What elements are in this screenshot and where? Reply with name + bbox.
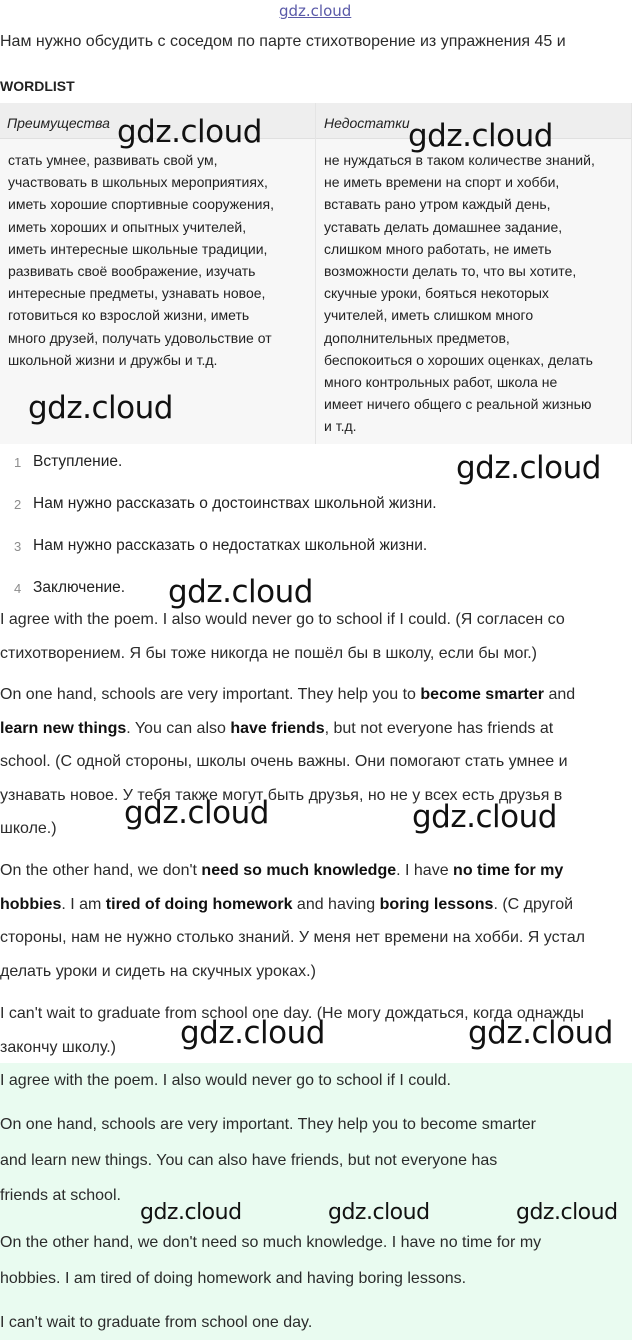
keyword: tired of doing homework — [105, 895, 293, 913]
watermark: gdz.cloud — [28, 390, 173, 426]
watermark: gdz.cloud — [117, 114, 262, 150]
advantages-list — [0, 139, 315, 371]
advantages-line: участвовать в школьных мероприятиях, — [8, 174, 268, 191]
watermark: gdz.cloud — [328, 1200, 430, 1225]
clean-line: and learn new things. You can also have friends, but not everyone has — [0, 1151, 498, 1169]
plan-number: 4 — [14, 580, 22, 596]
advantages-line: интересные предметы, узнавать новое, — [8, 285, 266, 302]
keyword: boring lessons — [379, 895, 494, 913]
answer-line: I agree with the poem. I also would never go to school if I could. (Я согласен со — [0, 611, 565, 628]
plan-number: 3 — [14, 538, 22, 554]
disadvantages-line: скучные уроки, бояться некоторых — [324, 285, 549, 302]
clean-paragraph-4 — [0, 1305, 632, 1340]
disadvantages-line: не иметь времени на спорт и хобби, — [324, 174, 560, 191]
keyword: have friends — [230, 719, 325, 737]
answer-line: школе.) — [0, 820, 57, 837]
advantages-line: стать умнее, развивать свой ум, — [8, 152, 218, 168]
answer-paragraph-1 — [0, 603, 632, 670]
watermark-top[interactable]: gdz.cloud — [279, 2, 352, 20]
keyword: hobbies — [0, 895, 62, 913]
keyword: learn new things — [0, 719, 127, 737]
plan-item — [0, 451, 122, 473]
plan-item — [0, 577, 125, 599]
plan-text: Заключение. — [33, 579, 126, 596]
plan-item — [0, 535, 427, 557]
wordlist-title: WORDLIST — [0, 78, 75, 94]
disadvantages-line: учителей, иметь слишком много — [324, 307, 534, 324]
answer-line: делать уроки и сидеть на скучных уроках.) — [0, 962, 316, 980]
plan-number: 1 — [14, 454, 22, 470]
plan-item — [0, 493, 437, 515]
disadvantages-line: уставать делать домашнее задание, — [324, 218, 563, 235]
disadvantages-line: не нуждаться в таком количестве знаний, — [324, 152, 595, 168]
answer-line: узнавать новое. У тебя также могут быть друзья, но не у всех есть друзья в — [0, 786, 563, 804]
watermark: gdz.cloud — [516, 1200, 618, 1225]
answer-line: hobbies. I am tired of doing homework and having boring lessons. (С другой — [0, 895, 574, 913]
watermark: gdz.cloud — [140, 1200, 242, 1225]
advantages-line: иметь интересные школьные традиции, — [8, 240, 268, 257]
watermark: gdz.cloud — [456, 450, 601, 486]
plan-number: 2 — [14, 496, 22, 512]
disadvantages-line: слишком много работать, не иметь — [324, 240, 552, 257]
clean-line: I agree with the poem. I also would never go to school if I could. — [0, 1072, 451, 1089]
disadvantages-column — [316, 103, 632, 444]
watermark: gdz.cloud — [124, 795, 269, 831]
keyword: no time for my — [453, 862, 564, 879]
answer-paragraph-3 — [0, 854, 632, 988]
watermark: gdz.cloud — [468, 1015, 613, 1051]
clean-line: friends at school. — [0, 1187, 121, 1204]
plan-text: Вступление. — [33, 453, 123, 470]
intro-text: Нам нужно обсудить с соседом по парте стихотворение из упражнения 45 и — [0, 33, 566, 50]
answer-line: school. (С одной стороны, школы очень важны. Они помогают стать умнее и — [0, 753, 568, 770]
disadvantages-line: и т.д. — [324, 418, 357, 435]
clean-line: On the other hand, we don't need so much knowledge. I have no time for my — [0, 1234, 542, 1251]
answer-line: закончу школу.) — [0, 1038, 116, 1056]
disadvantages-line: дополнительных предметов, — [324, 329, 510, 346]
disadvantages-line: вставать рано утром каждый день, — [324, 196, 551, 213]
plan-text: Нам нужно рассказать о достоинствах школьной жизни. — [33, 495, 437, 512]
keyword: need so much knowledge — [201, 862, 397, 879]
advantages-line: много друзей, получать удовольствие от — [8, 329, 272, 346]
disadvantages-header: Недостатки — [316, 103, 631, 139]
advantages-line: готовиться ко взрослой жизни, иметь — [8, 307, 250, 324]
clean-paragraph-1 — [0, 1063, 632, 1099]
watermark: gdz.cloud — [408, 118, 553, 154]
disadvantages-line: много контрольных работ, школа не — [324, 374, 558, 391]
disadvantages-line: беспокоиться о хороших оценках, делать — [324, 351, 593, 368]
advantages-line: иметь хорошие спортивные сооружения, — [8, 196, 274, 213]
plan-text: Нам нужно рассказать о недостатках школьной жизни. — [33, 537, 428, 554]
clean-paragraph-2 — [0, 1107, 632, 1214]
clean-line: On one hand, schools are very important. They help you to become smarter — [0, 1116, 536, 1133]
watermark: gdz.cloud — [180, 1015, 325, 1051]
watermark: gdz.cloud — [168, 574, 313, 610]
answer-line: On the other hand, we don't need so much knowledge. I have no time for my — [0, 862, 564, 879]
clean-paragraph-3 — [0, 1225, 632, 1296]
advantages-line: школьной жизни и дружбы и т.д. — [8, 351, 218, 368]
answer-line: On one hand, schools are very important. They help you to become smarter and — [0, 686, 576, 703]
watermark: gdz.cloud — [412, 799, 557, 835]
answer-line: стихотворением. Я бы тоже никогда не пошёл бы в школу, если бы мог.) — [0, 644, 537, 662]
disadvantages-line: имеет ничего общего с реальной жизнью — [324, 396, 592, 413]
disadvantages-line: возможности делать то, что вы хотите, — [324, 263, 577, 280]
keyword: become smarter — [420, 686, 545, 703]
clean-line: hobbies. I am tired of doing homework and having boring lessons. — [0, 1269, 467, 1287]
advantages-line: иметь хороших и опытных учителей, — [8, 218, 247, 235]
disadvantages-list — [316, 139, 631, 438]
answer-line: I can't wait to graduate from school one day. (Не могу дождаться, когда однажды — [0, 1005, 585, 1022]
clean-line: I can't wait to graduate from school one day. — [0, 1314, 313, 1331]
answer-line: стороны, нам не нужно столько знаний. У меня нет времени на хобби. Я устал — [0, 929, 585, 946]
advantages-line: развивать своё воображение, изучать — [8, 263, 256, 280]
answer-line: learn new things. You can also have friends, but not everyone has friends at — [0, 719, 554, 737]
advantages-header: Преимущества — [0, 103, 315, 139]
